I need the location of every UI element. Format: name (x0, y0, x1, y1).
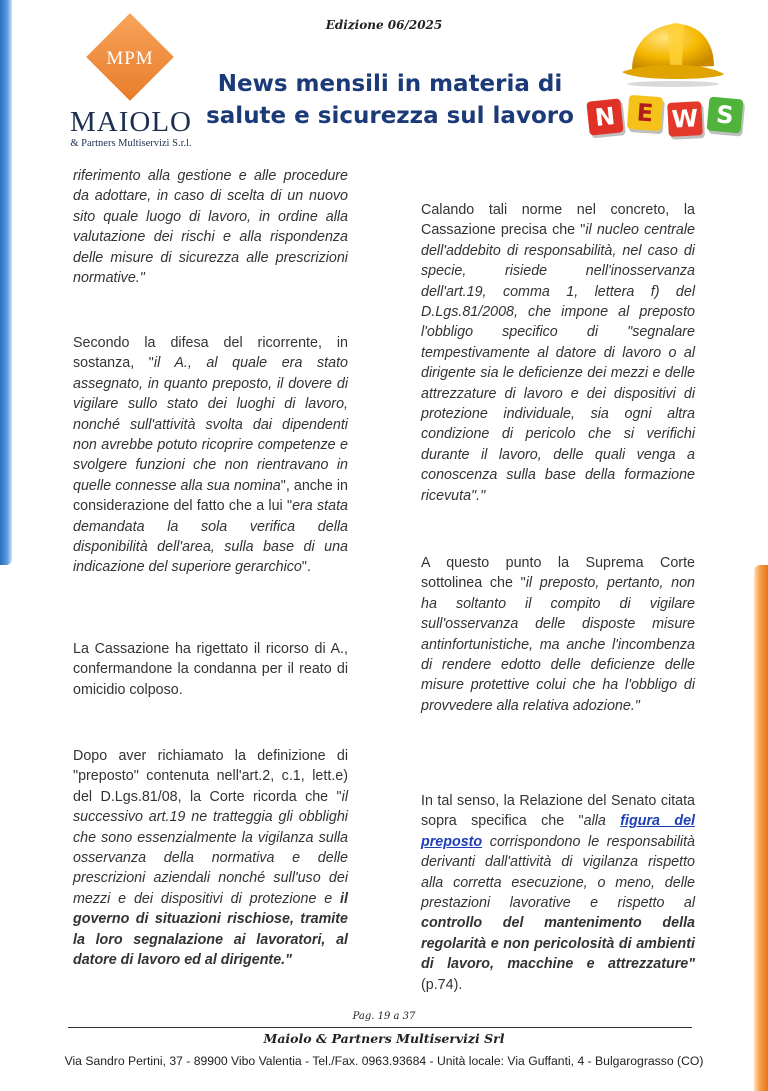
edition-label: Edizione 06/2025 (325, 18, 443, 32)
news-letter-e: E (627, 95, 663, 131)
company-logo (62, 20, 202, 150)
body-text: ". (301, 559, 311, 576)
left-paragraph-3 (73, 639, 348, 700)
right-paragraph-2 (421, 553, 695, 716)
body-text: (p.74). (421, 976, 463, 993)
left-paragraph-1 (73, 166, 348, 288)
quote-text: corrispondono le responsabilità derivanti dall'attività di vigilanza rispetto alla corretta esecuzione, o meno, delle prestazioni lavorative e rispetto al (421, 833, 695, 912)
quote-text: il nucleo centrale dell'addebito di responsabilità, nel caso di specie, risiede nell'inosservanza dell'art.19, comma 1, lettera f) del D.Lgs.81/2008, che impone al preposto l'obbligo specifico di "segnalare tempestivamente al datore di lavoro o al dirigente sia le deficienze dei mezzi e delle attrezzature di lavoro e dei dispositivi di protezione individuale, sia ogni altra condizione di pericolo che si verifichi durante il lavoro, delle quali venga a conoscenza sulla base della formazione ricevuta"." (421, 222, 695, 504)
left-paragraph-2 (73, 333, 348, 578)
bold-quote-text: il governo di situazioni rischiose, tramite la loro segnalazione ai lavoratori, al datore di lavoro ed al dirigente." (73, 890, 348, 969)
body-text: Dopo aver richiamato la definizione di "preposto" contenuta nell'art.2, c.1, lett.e) del D.Lgs.81/08, la Corte ricorda che " (73, 748, 348, 805)
body-text: La Cassazione ha rigettato il ricorso di A., confermandone la condanna per il reato di omicidio colposo. (73, 641, 348, 698)
page-title (205, 68, 575, 132)
helmet-icon (618, 18, 728, 90)
news-letter-w: W (667, 101, 703, 137)
body-text: A questo punto la Suprema Corte sottolinea che " (421, 555, 695, 592)
quote-text: il A., al quale era stato assegnato, in quanto preposto, il dovere di vigilare sullo stato dei luoghi di lavoro, nonché sull'attività svolta dai dipendenti non avrebbe potuto ricoprire competenze e svolgere funzioni che non rientravano in quelle connesse alla sua nomina (73, 355, 348, 494)
logo-name: MAIOLO (70, 106, 192, 138)
body-text: ", anche in considerazione del fatto che a lui " (73, 477, 348, 515)
left-paragraph-4 (73, 746, 348, 970)
news-blocks (588, 92, 748, 142)
news-letter-n: N (586, 98, 623, 135)
left-accent-bar (0, 0, 12, 565)
right-paragraph-1 (421, 200, 695, 506)
title-line-2: salute e sicurezza sul lavoro (206, 103, 574, 129)
body-text: Secondo la difesa del ricorrente, in sostanza, " (73, 335, 348, 372)
logo-monogram: MPM (106, 48, 154, 69)
quote-text: alla (583, 813, 621, 830)
footer-address: Via Sandro Pertini, 37 - 89900 Vibo Valentia - Tel./Fax. 0963.93684 - Unità locale: Via Guffanti, 4 - Bulgarograsso (CO) (64, 1054, 704, 1068)
right-paragraph-3 (421, 791, 695, 995)
body-text: In tal senso, la Relazione del Senato citata sopra specifica che " (421, 793, 695, 830)
page-number: Pag. 19 a 37 (352, 1011, 416, 1022)
footer-company: Maiolo & Partners Multiservizi Srl (263, 1031, 505, 1046)
logo-subtitle: & Partners Multiservizi S.r.l. (70, 138, 192, 149)
quote-text: il successivo art.19 ne tratteggia gli obblighi che sono essenzialmente la vigilanza sulla osservanza della normativa e delle prescrizioni aziendali nonché sull'uso dei mezzi e dei dispositivi di protezione e (73, 788, 348, 907)
title-line-1: News mensili in materia di (217, 71, 563, 97)
bold-quote-text: controllo del mantenimento della regolarità e non pericolosità di ambienti di lavoro, macchine e attrezzature" (421, 915, 695, 973)
quote-text: riferimento alla gestione e alle procedure da adottare, in caso di scelta di un nuovo sito quale luogo di lavoro, in ordine alla valutazione dei rischi e alla rispondenza delle misure di sicurezza alle prescrizioni normative." (73, 168, 348, 287)
body-text: Calando tali norme nel concreto, la Cassazione precisa che " (421, 202, 695, 239)
figura-del-preposto-link[interactable]: figura del preposto (421, 813, 695, 850)
news-letter-s: S (707, 97, 744, 134)
quote-text: il preposto, pertanto, non ha soltanto il compito di vigilare sull'osservanza delle disposte misure antinfortunistiche, ma anche l'incombenza di rendere edotto delle deficienze delle misure protettive colui che ha l'obbligo di provvedere alla relativa adozione." (421, 575, 695, 714)
footer-divider (68, 1027, 692, 1028)
quote-text: era stata demandata la sola verifica della disponibilità dell'area, sulla base di una indicazione del superiore gerarchico (73, 498, 348, 576)
